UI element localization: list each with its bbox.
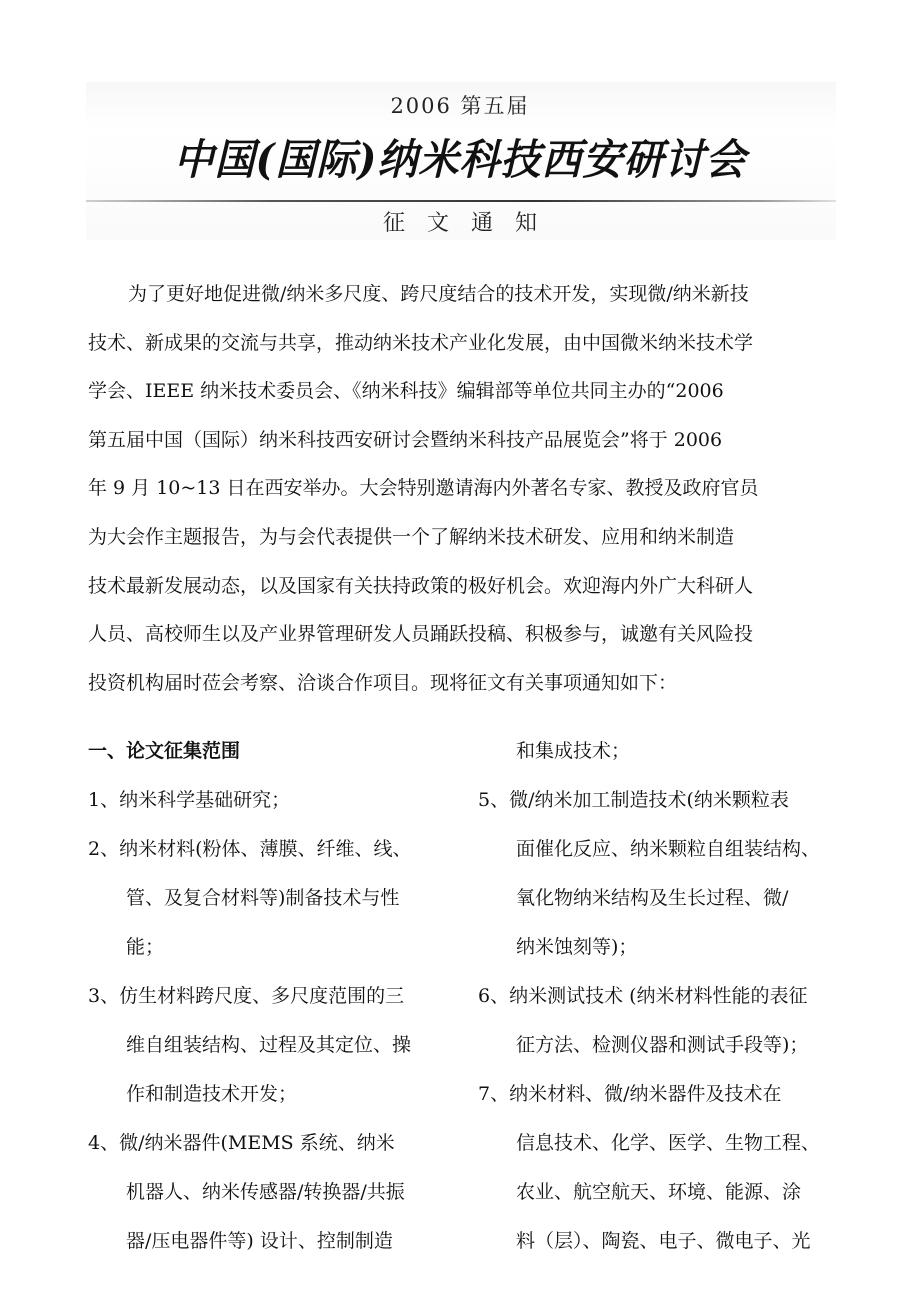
list-item: 2、纳米材料(粉体、薄膜、纤维、线、 bbox=[88, 838, 412, 860]
conference-title: 中国(国际)纳米科技西安研讨会 bbox=[173, 134, 747, 185]
notice-title: 征文通知 bbox=[382, 211, 559, 236]
list-item-continuation: 信息技术、化学、医学、生物工程、 bbox=[516, 1132, 821, 1154]
list-item-continuation: 面催化反应、纳米颗粒自组装结构、 bbox=[516, 838, 821, 860]
intro-line: 为大会作主题报告，为与会代表提供一个了解纳米技术研发、应用和纳米制造 bbox=[88, 525, 735, 548]
list-item: 1、纳米科学基础研究； bbox=[88, 789, 291, 811]
list-item: 5、微/纳米加工制造技术(纳米颗粒表 bbox=[478, 789, 789, 811]
section-heading: 一、论文征集范围 bbox=[88, 740, 241, 762]
intro-line: 投资机构届时莅会考察、洽谈合作项目。现将征文有关事项通知如下： bbox=[88, 671, 678, 694]
list-item-continuation: 作和制造技术开发； bbox=[126, 1083, 298, 1105]
list-item: 4、微/纳米器件(MEMS 系统、纳米 bbox=[88, 1132, 395, 1154]
list-item-continuation: 征方法、检测仪器和测试手段等)； bbox=[516, 1034, 809, 1056]
header-edition: 2006 第五届 bbox=[390, 94, 530, 118]
list-item-continuation: 和集成技术； bbox=[516, 740, 631, 762]
list-item: 7、纳米材料、微/纳米器件及技术在 bbox=[478, 1083, 782, 1105]
intro-line: 为了更好地促进微/纳米多尺度、跨尺度结合的技术开发，实现微/纳米新技 bbox=[128, 283, 749, 305]
list-item-continuation: 农业、航空航天、环境、能源、涂 bbox=[516, 1181, 802, 1203]
list-item-continuation: 器/压电器件等) 设计、控制制造 bbox=[126, 1230, 393, 1252]
intro-paragraph bbox=[88, 270, 858, 707]
section-right-column bbox=[478, 734, 868, 1273]
section-left-column bbox=[88, 734, 458, 1273]
list-item-continuation: 能； bbox=[126, 936, 165, 958]
header-divider bbox=[86, 200, 836, 202]
list-item-continuation: 机器人、纳米传感器/转换器/共振 bbox=[126, 1181, 405, 1203]
intro-line: 年 9 月 10~13 日在西安举办。大会特别邀请海内外著名专家、教授及政府官员 bbox=[88, 477, 759, 500]
list-item-continuation: 纳米蚀刻等)； bbox=[516, 936, 638, 958]
intro-line: 技术、新成果的交流与共享，推动纳米技术产业化发展，由中国微米纳米技术学 bbox=[88, 331, 754, 354]
intro-line: 第五届中国（国际）纳米科技西安研讨会暨纳米科技产品展览会”将于 2006 bbox=[88, 428, 723, 451]
list-item-continuation: 料（层）、陶瓷、电子、微电子、光 bbox=[516, 1230, 811, 1252]
list-item-continuation: 维自组装结构、过程及其定位、操 bbox=[126, 1034, 412, 1056]
list-item: 6、纳米测试技术 (纳米材料性能的表征 bbox=[478, 985, 808, 1007]
list-item-continuation: 管、及复合材料等)制备技术与性 bbox=[126, 887, 400, 909]
intro-line: 人员、高校师生以及产业界管理研发人员踊跃投稿、积极参与，诚邀有关风险投 bbox=[88, 623, 754, 646]
list-item-continuation: 氧化物纳米结构及生长过程、微/ bbox=[516, 887, 789, 909]
intro-line: 学会、IEEE 纳米技术委员会、《纳米科技》编辑部等单位共同主办的“2006 bbox=[88, 380, 724, 403]
list-item: 3、仿生材料跨尺度、多尺度范围的三 bbox=[88, 985, 405, 1007]
intro-line: 技术最新发展动态，以及国家有关扶持政策的极好机会。欢迎海内外广大科研人 bbox=[88, 574, 754, 597]
